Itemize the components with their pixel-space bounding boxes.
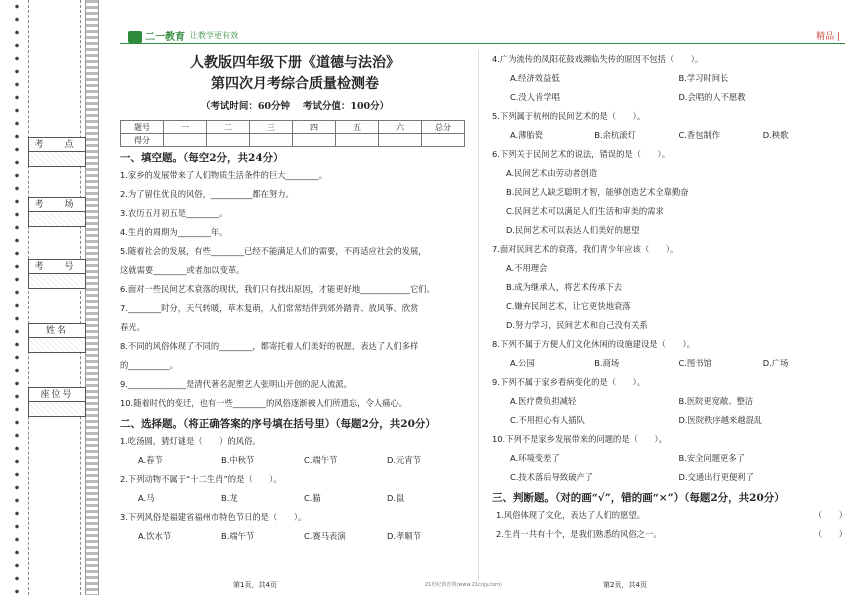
option: B.医院更宽敞、整洁 <box>678 396 754 406</box>
score-header-row <box>121 121 465 134</box>
choice-options-4b <box>492 88 847 107</box>
option: C.没人肯学唱 <box>510 92 560 102</box>
option: D.努力学习，民间艺术和自己没有关系 <box>506 320 648 330</box>
page-1 <box>120 50 470 546</box>
option: D.广场 <box>762 358 789 368</box>
option: A.民间艺术由劳动者创造 <box>506 168 598 178</box>
exam-subtitle: 第四次月考综合质量检测卷 <box>211 76 379 92</box>
cut-line <box>28 0 29 595</box>
name-field[interactable] <box>29 338 85 352</box>
option: A.医疗费负担减轻 <box>510 396 577 406</box>
judge-text: 2.生肖一共有十个，是我们熟悉的风俗之一。 <box>496 529 662 539</box>
choice-question-9: 9.下列不属于家乡看病变化的是（ ）。 <box>492 377 646 387</box>
runner-icon <box>128 31 142 43</box>
choice-question-3: 3.下列风俗是福建省福州市特色节日的是（ ）。 <box>120 512 307 522</box>
option: B.民间艺人缺乏聪明才智，能够创造艺术全靠勤奋 <box>506 187 689 197</box>
choice-question-1: 1.吃汤圆，猜灯谜是（ ）的风俗。 <box>120 436 261 446</box>
choice-question-6: 6.下列关于民间艺术的说法，错误的是（ ）。 <box>492 149 671 159</box>
option: B.成为继承人，将艺术传承下去 <box>506 282 623 292</box>
fill-question: 5.随着社会的发展，有些________已经不能满足人们的需要，不再适应社会的发展， <box>120 246 427 256</box>
option: C.猫 <box>304 493 321 503</box>
fill-question: 2.为了留住优良的风俗，__________都在努力。 <box>120 189 294 199</box>
choice-question-2: 2.下列动物不属于“十二生肖”的是（ ）。 <box>120 474 282 484</box>
option: C.香包制作 <box>678 130 721 140</box>
option: D.孝顺节 <box>387 531 421 541</box>
option: D.民间艺术可以表达人们美好的愿望 <box>506 225 640 235</box>
score-header-cell: 五 <box>336 121 379 134</box>
option: D.医院秩序越来越混乱 <box>678 415 763 425</box>
section-3-heading: 三、判断题。（对的画“√”，错的画“×”）（每题2分，共20分） <box>492 492 785 504</box>
binding-holes <box>10 0 24 595</box>
option: B.商场 <box>594 358 620 368</box>
exam-site-field[interactable] <box>29 152 85 166</box>
option: A.春节 <box>138 455 163 465</box>
seal-strip <box>85 0 99 595</box>
option: C.嫌弃民间艺术，让它更快地衰落 <box>506 301 631 311</box>
score-cell[interactable] <box>422 134 465 147</box>
score-cell[interactable] <box>164 134 207 147</box>
option: A.经济效益低 <box>510 73 560 83</box>
seat-field[interactable] <box>29 402 85 416</box>
option: B.中秋节 <box>221 455 255 465</box>
option: D.交通出行更便利了 <box>678 472 754 482</box>
fill-question: 9.______________是清代著名泥塑艺人张明山开创的泥人流派。 <box>120 379 352 389</box>
option: C.民间艺术可以满足人们生活和审美的需求 <box>506 206 664 216</box>
option: A.马 <box>138 493 155 503</box>
fill-question: 春光。 <box>120 322 145 332</box>
quality-tag: 精品 | <box>816 32 840 42</box>
option: B.安全问题更多了 <box>678 453 745 463</box>
header-rule <box>120 43 845 44</box>
fill-question: 6.面对一些民间艺术衰落的现状，我们只有找出原因，才能更好地____________它们。 <box>120 284 435 294</box>
option: C.不用担心有人插队 <box>510 415 585 425</box>
choice-options-3 <box>120 527 470 546</box>
choice-options-2 <box>120 489 470 508</box>
exam-number-field[interactable] <box>29 274 85 288</box>
score-header-cell: 题号 <box>121 121 164 134</box>
exam-room-label: 考 场 <box>29 198 85 212</box>
option: B.学习时间长 <box>678 73 729 83</box>
score-header-cell: 四 <box>293 121 336 134</box>
site-watermark: 21世纪教育网(www.21cnjy.com) <box>425 582 502 588</box>
score-cell[interactable] <box>336 134 379 147</box>
choice-options-5 <box>492 126 847 145</box>
option: D.元宵节 <box>387 455 421 465</box>
score-row-label: 得分 <box>121 134 164 147</box>
option: A.环境变差了 <box>510 453 560 463</box>
seat-label: 座位号 <box>29 388 85 402</box>
option: C.赛马表演 <box>304 531 346 541</box>
exam-room-field[interactable] <box>29 212 85 226</box>
score-header-cell: 一 <box>164 121 207 134</box>
answer-blank[interactable]: （ ） <box>813 529 847 539</box>
fill-question: 这就需要________或者加以变革。 <box>120 265 245 275</box>
choice-question-8: 8.下列不属于方便人们文化休闲的设施建设是（ ）。 <box>492 339 695 349</box>
score-cell[interactable] <box>207 134 250 147</box>
fill-question: 8.不同的风俗体现了不同的________，都寄托着人们美好的祝愿，表达了人们多样 <box>120 341 419 351</box>
fill-question: 7.________时分，天气转暖，草木复萌，人们常常结伴到郊外踏青、放风筝、欣赏 <box>120 303 419 313</box>
page-number-2: 第2页，共4页 <box>603 581 647 589</box>
option: D.会唱的人不愿教 <box>678 92 746 102</box>
option: C.端午节 <box>304 455 338 465</box>
score-cell[interactable] <box>379 134 422 147</box>
page-2 <box>492 50 847 544</box>
section-2-heading: 二、选择题。（将正确答案的序号填在括号里）（每题2分，共20分） <box>120 418 436 430</box>
fill-question: 3.农历五月初五是________。 <box>120 208 228 218</box>
score-row <box>121 134 465 147</box>
section-1-heading: 一、填空题。（每空2分，共24分） <box>120 152 284 164</box>
option: C.图书馆 <box>678 358 712 368</box>
option: B.龙 <box>221 493 238 503</box>
option: B.余杭滚灯 <box>594 130 636 140</box>
option: D.鼠 <box>387 493 405 503</box>
score-header-cell: 总分 <box>422 121 465 134</box>
exam-number-box <box>28 259 86 289</box>
exam-site-label: 考 点 <box>29 138 85 152</box>
option: A.薄胎瓷 <box>510 130 544 140</box>
option: A.饮水节 <box>138 531 172 541</box>
choice-options-10b <box>492 468 847 487</box>
score-table <box>120 120 465 147</box>
judge-text: 1.风俗体现了文化，表达了人们的愿望。 <box>496 510 645 520</box>
choice-options-8 <box>492 354 847 373</box>
choice-options-10 <box>492 449 847 468</box>
score-cell[interactable] <box>293 134 336 147</box>
option: D.秧歌 <box>762 130 789 140</box>
choice-question-5: 5.下列属于杭州的民间艺术的是（ ）。 <box>492 111 646 121</box>
choice-question-7: 7.面对民间艺术的衰落，我们青少年应该（ ）。 <box>492 244 679 254</box>
seal-line <box>80 0 81 595</box>
fill-question: 的__________。 <box>120 360 179 370</box>
page-number-1: 第1页，共4页 <box>233 581 277 589</box>
binding-strip <box>0 0 100 595</box>
judge-item <box>492 506 847 525</box>
choice-question-10: 10.下列不是家乡发展带来的问题的是（ ）。 <box>492 434 667 444</box>
seat-box <box>28 387 86 417</box>
choice-question-4: 4.广为流传的凤阳花鼓戏濒临失传的原因不包括（ ）。 <box>492 54 704 64</box>
choice-options-9b <box>492 411 847 430</box>
fill-question: 1.家乡的发展带来了人们物质生活条件的巨大________。 <box>120 170 328 180</box>
exam-number-label: 考 号 <box>29 260 85 274</box>
exam-site-box <box>28 137 86 167</box>
score-header-cell: 六 <box>379 121 422 134</box>
score-header-cell: 二 <box>207 121 250 134</box>
judge-item <box>492 525 847 544</box>
name-box <box>28 323 86 353</box>
choice-options-4 <box>492 69 847 88</box>
exam-title: 人教版四年级下册《道德与法治》 <box>190 55 400 71</box>
option: C.技术落后导致破产了 <box>510 472 594 482</box>
brand-logo <box>128 28 185 43</box>
option: A.不用理会 <box>506 263 548 273</box>
answer-blank[interactable]: （ ） <box>813 510 847 520</box>
option: A.公园 <box>510 358 535 368</box>
brand-name: 二一教育 <box>145 32 185 43</box>
choice-options-9 <box>492 392 847 411</box>
name-label: 姓名 <box>29 324 85 338</box>
brand-slogan: 让教学更有效 <box>190 31 238 40</box>
score-cell[interactable] <box>250 134 293 147</box>
option: B.端午节 <box>221 531 255 541</box>
exam-room-box <box>28 197 86 227</box>
choice-options-1 <box>120 451 470 470</box>
fill-question: 4.生肖的周期为________年。 <box>120 227 228 237</box>
column-divider <box>478 50 479 580</box>
exam-info: （考试时间：60分钟 考试分值：100分） <box>200 101 390 112</box>
fill-question: 10.随着时代的变迁，也有一些________的风俗逐渐被人们所遗忘，令人痛心。 <box>120 398 407 408</box>
score-header-cell: 三 <box>250 121 293 134</box>
